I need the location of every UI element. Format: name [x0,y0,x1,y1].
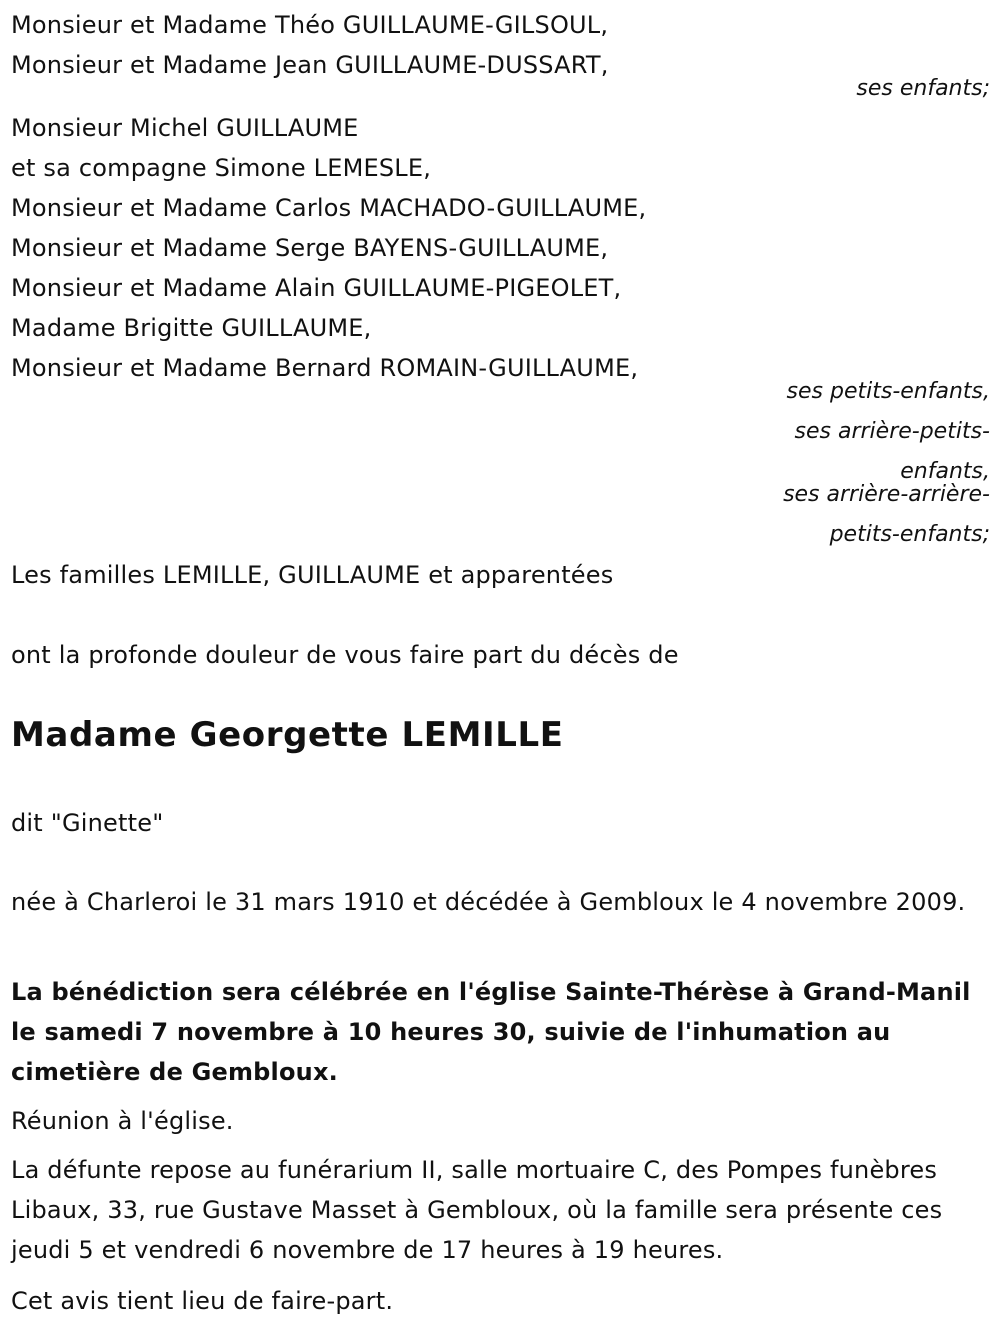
grandchildren-line-6: Madame Brigitte GUILLAUME, [11,314,372,342]
deceased-name: Madame Georgette LEMILLE [11,715,564,755]
grandchildren-line-3: Monsieur et Madame Carlos MACHADO-GUILLAUME, [11,194,647,222]
grandchildren-line-1: Monsieur Michel GUILLAUME [11,114,359,142]
ceremony-paragraph: La bénédiction sera célébrée en l'église Sainte-Thérèse à Grand-Manil le samedi 7 novembre à 10 heures 30, suivie de l'inhumation au cimetière de Gembloux. [11,978,971,1086]
birth-death-paragraph: née à Charleroi le 31 mars 1910 et décédée à Gembloux le 4 novembre 2009. [11,888,966,916]
children-line-1: Monsieur et Madame Théo GUILLAUME-GILSOUL, [11,11,609,39]
great-grandchildren-label-1: ses arrière-petits- [794,419,990,444]
great-grandchildren-label-2: enfants, [900,459,990,484]
grandchildren-label: ses petits-enfants, [786,379,990,404]
children-line-2: Monsieur et Madame Jean GUILLAUME-DUSSART, [11,51,609,79]
grandchildren-line-7: Monsieur et Madame Bernard ROMAIN-GUILLAUME, [11,354,639,382]
great-great-grandchildren-label-2: petits-enfants; [829,522,990,547]
nickname-line: dit "Ginette" [11,809,164,837]
grandchildren-line-4: Monsieur et Madame Serge BAYENS-GUILLAUME, [11,234,609,262]
meeting-paragraph: Réunion à l'église. [11,1107,234,1135]
children-label: ses enfants; [856,76,990,101]
announcement-line: ont la profonde douleur de vous faire part du décès de [11,641,679,669]
families-line: Les familles LEMILLE, GUILLAUME et apparentées [11,561,614,589]
grandchildren-line-2: et sa compagne Simone LEMESLE, [11,154,432,182]
great-great-grandchildren-label-1: ses arrière-arrière- [783,482,990,507]
visitation-paragraph: La défunte repose au funérarium II, salle mortuaire C, des Pompes funèbres Libaux, 33, rue Gustave Masset à Gembloux, où la famille sera présente ces jeudi 5 et vendredi 6 novembre de 17 heures à 19 heures. [11,1156,943,1264]
closing-paragraph: Cet avis tient lieu de faire-part. [11,1287,394,1315]
grandchildren-line-5: Monsieur et Madame Alain GUILLAUME-PIGEOLET, [11,274,622,302]
